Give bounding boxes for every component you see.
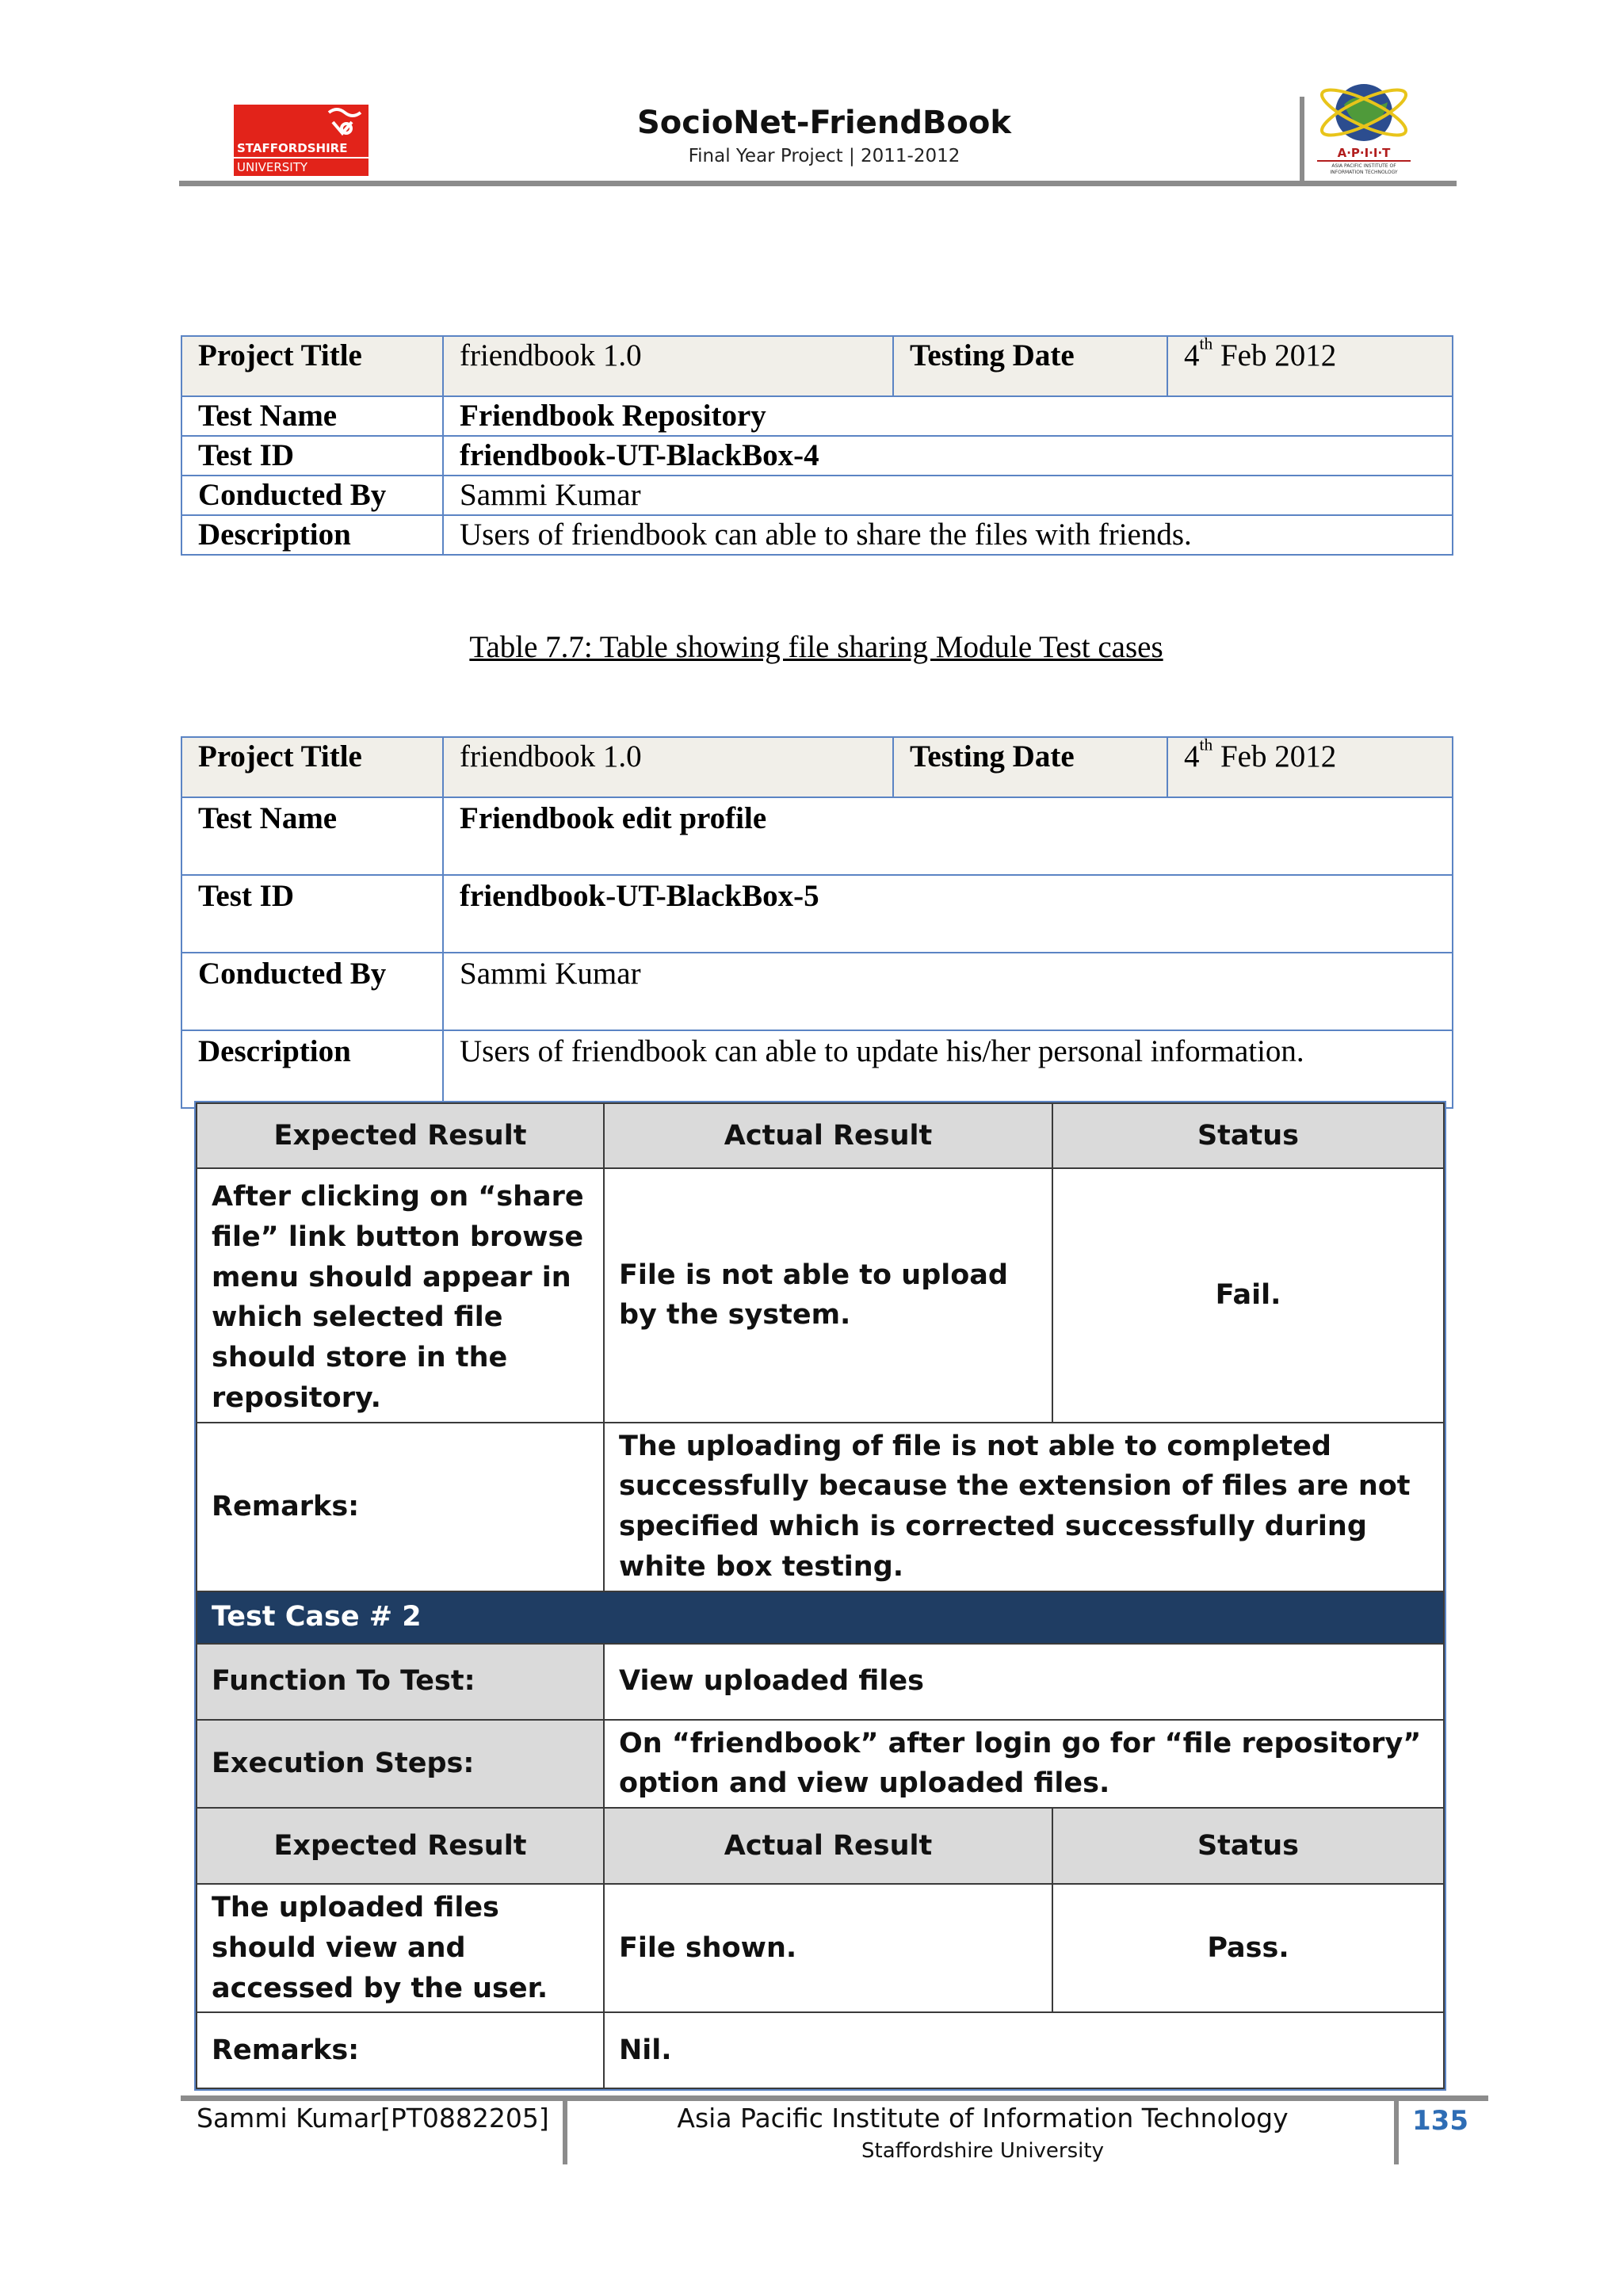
expected-result-header: Expected Result — [197, 1808, 604, 1884]
header-divider — [1300, 97, 1304, 181]
test-id-value: friendbook-UT-BlackBox-5 — [443, 875, 1453, 953]
testing-date-label: Testing Date — [893, 336, 1167, 396]
svg-text:UNIVERSITY: UNIVERSITY — [237, 160, 308, 174]
project-title-value: friendbook 1.0 — [443, 336, 893, 396]
description-label: Description — [181, 515, 443, 555]
case2-remarks-label: Remarks: — [197, 2012, 604, 2088]
status-header: Status — [1052, 1808, 1444, 1884]
case1-remarks-label: Remarks: — [197, 1423, 604, 1591]
test-id-label: Test ID — [181, 436, 443, 476]
case2-actual: File shown. — [604, 1884, 1052, 2012]
svg-text:ASIA PACIFIC INSTITUTE OF: ASIA PACIFIC INSTITUTE OF — [1331, 163, 1396, 169]
test-case-table — [196, 1102, 1445, 2089]
test-id-label: Test ID — [181, 875, 443, 953]
conducted-by-label: Conducted By — [181, 953, 443, 1030]
case1-expected: After clicking on “share file” link button browse menu should appear in which selected file should store in the repository. — [197, 1168, 604, 1423]
staffordshire-logo — [234, 105, 369, 176]
execution-steps-value: On “friendbook” after login go for “file repository” option and view uploaded files. — [604, 1720, 1444, 1809]
description-label: Description — [181, 1030, 443, 1108]
description-value: Users of friendbook can able to update his/her personal information. — [443, 1030, 1453, 1108]
case1-actual: File is not able to upload by the system. — [604, 1168, 1052, 1423]
test-id-value: friendbook-UT-BlackBox-4 — [443, 436, 1453, 476]
test-name-value: Friendbook edit profile — [443, 797, 1453, 875]
test-name-label: Test Name — [181, 396, 443, 436]
case1-remarks: The uploading of file is not able to completed successfully because the extension of files are not specified which is corrected successfully during white box testing. — [604, 1423, 1444, 1591]
conducted-by-label: Conducted By — [181, 476, 443, 515]
case2-status: Pass. — [1052, 1884, 1444, 2012]
test-name-value: Friendbook Repository — [443, 396, 1453, 436]
project-title-value: friendbook 1.0 — [443, 737, 893, 797]
execution-steps-label: Execution Steps: — [197, 1720, 604, 1809]
case1-status: Fail. — [1052, 1168, 1444, 1423]
test-info-table-2 — [181, 736, 1453, 1109]
document-title: SocioNet-FriendBook — [636, 105, 1011, 141]
case2-remarks: Nil. — [604, 2012, 1444, 2088]
footer-institute: Asia Pacific Institute of Information Technology — [677, 2103, 1289, 2134]
header-rule — [179, 181, 1457, 186]
conducted-by-value: Sammi Kumar — [443, 476, 1453, 515]
test-info-table-1 — [181, 335, 1453, 556]
project-title-label: Project Title — [181, 336, 443, 396]
test-name-label: Test Name — [181, 797, 443, 875]
testing-date-value: 4th Feb 2012 — [1167, 336, 1453, 396]
page-number: 135 — [1412, 2105, 1468, 2137]
footer-author: Sammi Kumar[PT0882205] — [197, 2103, 549, 2134]
svg-text:STAFFORDSHIRE: STAFFORDSHIRE — [237, 141, 348, 155]
testing-date-value: 4th Feb 2012 — [1167, 737, 1453, 797]
table-caption: Table 7.7: Table showing file sharing Module Test cases — [469, 630, 1163, 664]
function-to-test-label: Function To Test: — [197, 1644, 604, 1720]
case2-expected: The uploaded files should view and accessed by the user. — [197, 1884, 604, 2012]
actual-result-header: Actual Result — [604, 1103, 1052, 1168]
description-value: Users of friendbook can able to share the files with friends. — [443, 515, 1453, 555]
apiit-logo — [1312, 73, 1415, 176]
function-to-test-value: View uploaded files — [604, 1644, 1444, 1720]
document-subtitle: Final Year Project | 2011-2012 — [688, 146, 960, 166]
test-case-2-band: Test Case # 2 — [197, 1591, 1444, 1644]
status-header: Status — [1052, 1103, 1444, 1168]
footer-divider — [563, 2101, 567, 2164]
expected-result-header: Expected Result — [197, 1103, 604, 1168]
footer-divider — [1394, 2101, 1399, 2164]
footer-university: Staffordshire University — [861, 2139, 1104, 2163]
testing-date-label: Testing Date — [893, 737, 1167, 797]
actual-result-header: Actual Result — [604, 1808, 1052, 1884]
svg-text:INFORMATION TECHNOLOGY: INFORMATION TECHNOLOGY — [1330, 170, 1398, 175]
footer-rule — [181, 2095, 1488, 2101]
project-title-label: Project Title — [181, 737, 443, 797]
svg-text:A·P·I·I·T: A·P·I·I·T — [1337, 146, 1391, 160]
conducted-by-value: Sammi Kumar — [443, 953, 1453, 1030]
